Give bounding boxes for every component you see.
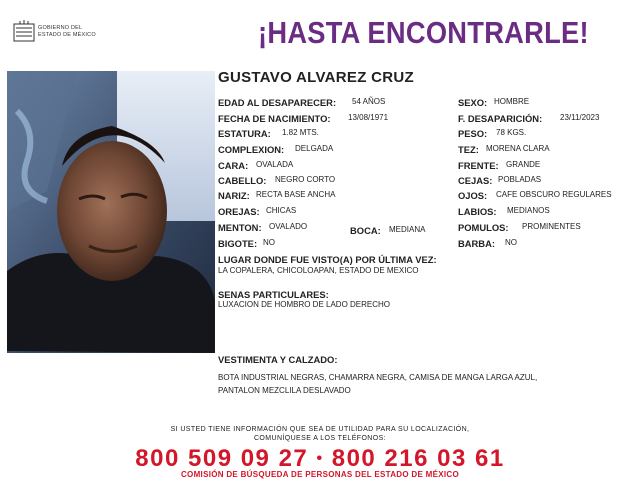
build-label: COMPLEXION: — [218, 144, 285, 155]
eyebrows-value: POBLADAS — [498, 175, 542, 184]
face-label: CARA: — [218, 160, 249, 171]
info-line1: SI USTED TIENE INFORMACIÓN QUE SEA DE UTILIDAD PARA SU LOCALIZACIÓN, — [170, 426, 470, 433]
complexion-label: TEZ: — [458, 144, 479, 155]
forehead-value: GRANDE — [506, 160, 541, 169]
marks-label: SENAS PARTICULARES: — [218, 289, 329, 300]
ears-value: CHICAS — [266, 206, 297, 215]
age-label: EDAD AL DESAPARECER: — [218, 97, 337, 108]
mustache-label: BIGOTE: — [218, 238, 258, 249]
clothing-line2: PANTALON MEZCLILA DESLAVADO — [218, 386, 351, 395]
nose-value: RECTA BASE ANCHA — [256, 190, 336, 199]
disappearance-date-label: F. DESAPARICIÓN: — [458, 113, 543, 124]
info-line2: COMUNÍQUESE A LOS TELÉFONOS: — [253, 435, 387, 442]
weight-value: 78 KGS. — [496, 128, 527, 137]
page-title: ¡HASTA ENCONTRARLE! — [258, 15, 589, 50]
hair-label: CABELLO: — [218, 175, 267, 186]
beard-value: NO — [505, 238, 517, 247]
beard-label: BARBA: — [458, 238, 495, 249]
logo-text — [38, 25, 96, 39]
disappearance-date-value: 23/11/2023 — [560, 113, 600, 122]
complexion-value: MORENA CLARA — [486, 144, 550, 153]
face-value: OVALADA — [256, 160, 294, 169]
forehead-label: FRENTE: — [458, 160, 499, 171]
commission-name: COMISIÓN DE BÚSQUEDA DE PERSONAS DEL ESTADO DE MÉXICO — [180, 470, 459, 479]
clothing-line1: BOTA INDUSTRIAL NEGRAS, CHAMARRA NEGRA, CAMISA DE MANGA LARGA AZUL, — [218, 373, 538, 382]
lips-label: LABIOS: — [458, 206, 497, 217]
phone-separator: • — [316, 450, 324, 467]
last-seen-label: LUGAR DONDE FUE VISTO(A) POR ÚLTIMA VEZ: — [218, 254, 437, 265]
sex-label: SEXO: — [458, 97, 488, 108]
birthdate-label: FECHA DE NACIMIENTO: — [218, 113, 331, 124]
cheekbones-value: PROMINENTES — [522, 222, 581, 231]
chin-label: MENTON: — [218, 222, 262, 233]
lips-value: MEDIANOS — [507, 206, 550, 215]
eyes-value: CAFE OBSCURO REGULARES — [496, 190, 612, 199]
phone-numbers — [0, 445, 640, 473]
sex-value: HOMBRE — [494, 97, 530, 106]
chin-value: OVALADO — [269, 222, 308, 231]
build-value: DELGADA — [295, 144, 334, 153]
height-value: 1.82 MTS. — [282, 128, 319, 137]
weight-label: PESO: — [458, 128, 488, 139]
hair-value: NEGRO CORTO — [275, 175, 336, 184]
logo-line2: ESTADO DE MÉXICO — [38, 32, 96, 38]
phone-1[interactable]: 800 509 09 27 — [135, 445, 309, 472]
birthdate-value: 13/08/1971 — [348, 113, 389, 122]
age-value: 54 AÑOS — [352, 97, 386, 106]
mouth-label: BOCA: — [350, 225, 381, 236]
last-seen-value: LA COPALERA, CHICOLOAPAN, ESTADO DE MEXICO — [218, 266, 419, 275]
missing-person-photo — [7, 71, 215, 353]
height-label: ESTATURA: — [218, 128, 271, 139]
nose-label: NARIZ: — [218, 190, 250, 201]
phone-2[interactable]: 800 216 03 61 — [331, 445, 505, 472]
mustache-value: NO — [263, 238, 275, 247]
person-name: GUSTAVO ALVAREZ CRUZ — [218, 69, 414, 86]
coat-of-arms-icon — [14, 20, 34, 41]
clothing-label: VESTIMENTA Y CALZADO: — [218, 354, 338, 365]
logo-line1: GOBIERNO DEL — [38, 25, 83, 31]
cheekbones-label: POMULOS: — [458, 222, 509, 233]
ears-label: OREJAS: — [218, 206, 260, 217]
eyebrows-label: CEJAS: — [458, 175, 493, 186]
eyes-label: OJOS: — [458, 190, 488, 201]
mouth-value: MEDIANA — [389, 225, 426, 234]
marks-value: LUXACION DE HOMBRO DE LADO DERECHO — [218, 300, 391, 309]
